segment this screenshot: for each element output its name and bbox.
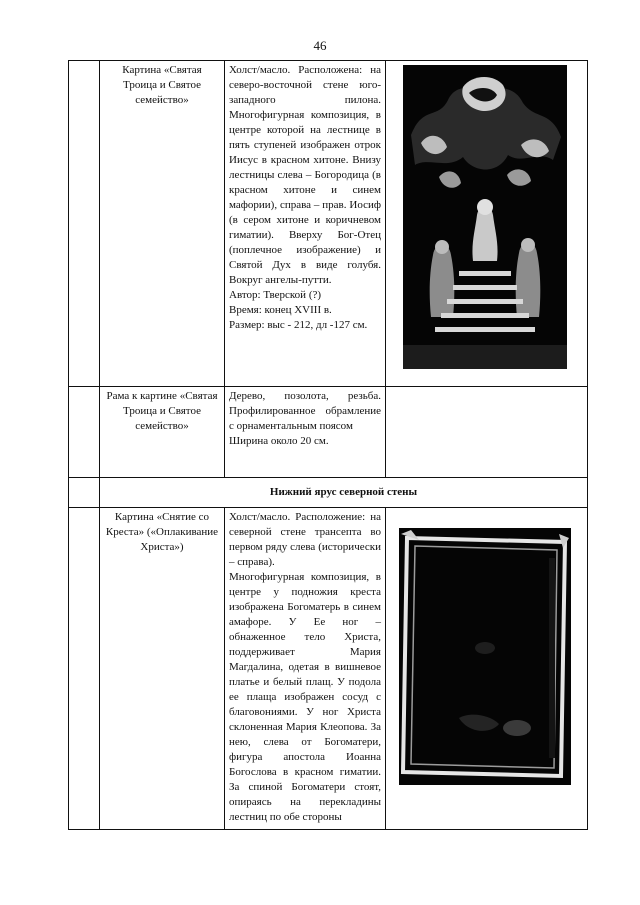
item-title: Рама к картине «Святая Троица и Святое семейство» xyxy=(100,387,225,478)
table-row xyxy=(69,61,588,387)
author-line: Автор: Тверской (?) xyxy=(229,289,322,301)
photo-cell xyxy=(386,508,588,830)
description-paragraph: Многофигурная композиция, в центре у подножия креста изображена Богоматерь в синем амафоре. У Ее ног – обнаженное тело Христа, поддерживает Мария Магдалина, одетая в вишневое платье и белый плащ. У подола ее плаща изображен сосуд с благовониями. У ног Христа склоненная Мария Клеопова. За нею, слева от Богоматери, фигура апостола Иоанна Богослова в красном гиматии. За спиной Богоматери стоят, опираясь на перекладины лестниц по обе стороны xyxy=(229,571,381,823)
item-title: Картина «Снятие со Креста» («Оплакивание Христа») xyxy=(100,508,225,830)
number-cell xyxy=(69,478,100,508)
item-description xyxy=(225,61,386,387)
size-line: Размер: выс - 212, дл -127 см. xyxy=(229,319,368,331)
painting-photo xyxy=(399,528,571,785)
painting-photo xyxy=(403,65,567,369)
number-cell xyxy=(69,508,100,830)
number-cell xyxy=(69,387,100,478)
table-row xyxy=(69,508,588,830)
page-number: 46 xyxy=(313,38,327,53)
number-cell xyxy=(69,61,100,387)
section-heading: Нижний ярус северной стены xyxy=(100,478,588,508)
item-title: Картина «Святая Троица и Святое семейство» xyxy=(100,61,225,387)
photo-cell xyxy=(386,387,588,478)
section-row xyxy=(69,478,588,508)
location-paragraph: Холст/масло. Расположение: на северной стене трансепта во первом ряду слева (исторически – справа). xyxy=(229,511,381,568)
inventory-table xyxy=(68,60,588,830)
table-row xyxy=(69,387,588,478)
width-line: Ширина около 20 см. xyxy=(229,435,329,447)
date-line: Время: конец XVIII в. xyxy=(229,304,332,316)
description-paragraph: Дерево, позолота, резьба. Профилированное обрамление с орнаментальным поясом xyxy=(229,390,381,432)
description-paragraph: Холст/масло. Расположена: на северо-восточной стене юго-западного пилона. Многофигурная композиция, в центре которой на лестнице в пять ступеней изображен отрок Иисус в красном хитоне. Внизу лестницы слева – Богородица (в красном хитоне и синем мафории), справа – прав. Иосиф (в сером хитоне и коричневом гиматии). Вверху Бог-Отец (поплечное изображение) и Святой Дух в виде голубя. Вокруг ангелы-путти. xyxy=(229,64,381,286)
photo-cell xyxy=(386,61,588,387)
item-description xyxy=(225,508,386,830)
item-description xyxy=(225,387,386,478)
